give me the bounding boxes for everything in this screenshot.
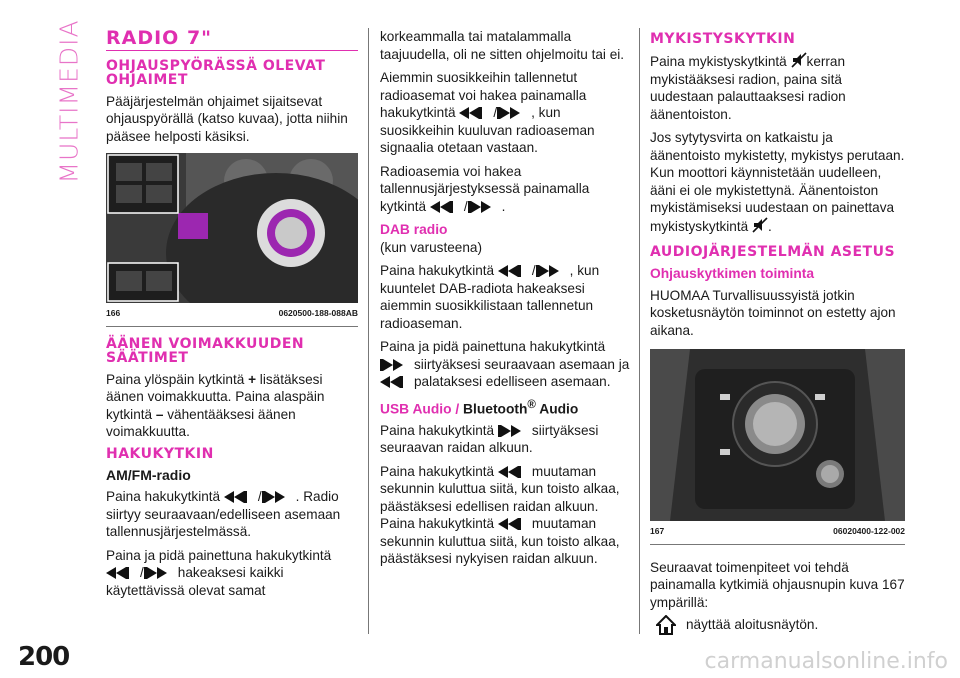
figure-number: 167	[650, 526, 665, 536]
next-track-icon	[536, 265, 570, 277]
next-track-icon	[380, 359, 414, 371]
mute-paragraph-2: Jos sytytysvirta on katkaistu ja äänentoisto mykistetty, mykistys perutaan. Kun moottori käynnistetään uudelleen, ääni ei ole mykistettynä. Äänentoiston mykistämiseksi uudestaan on painettava mykistyskytkintä .	[650, 130, 905, 234]
column-divider	[639, 28, 640, 634]
paragraph-frequency: korkeammalla tai matalammalla taajuudella, oli ne sitten ohjelmoitu tai ei.	[380, 29, 625, 62]
watermark: carmanualsonline.info	[704, 649, 948, 674]
intro-paragraph: Pääjärjestelmän ohjaimet sijaitsevat ohjauspyörällä (katso kuvaa), jotta niihin pääsee helposti käsiksi.	[106, 93, 348, 144]
dab-paragraph-2: Paina ja pidä painettuna hakukytkintä siirtyäksesi seuraavaan asemaan ja palataksesi edelliseen asemaan.	[380, 339, 630, 389]
commander-knob-illustration	[650, 349, 905, 521]
column-3	[650, 28, 905, 641]
figure-166-steering-wheel	[106, 153, 358, 303]
section-title: RADIO 7"	[106, 27, 213, 49]
side-tab-label: MULTIMEDIA	[54, 19, 84, 184]
usb-paragraph-1: Paina hakukytkintä siirtyäksesi seuraavan raidan alkuun.	[380, 422, 599, 456]
column-divider	[368, 28, 369, 634]
figure-167-control-knob	[650, 349, 905, 521]
usb-paragraph-2: Paina hakukytkintä muutaman sekunnin kuluttua siitä, kun toisto alkaa, päästäksesi edellisen raidan alkuun. Paina hakukytkintä muutaman sekunnin kuluttua siitä, kun toisto alkaa, päästäksesi nykyisen raidan alkuun.	[380, 463, 620, 567]
previous-track-icon	[380, 376, 414, 388]
heading-volume: ÄÄNEN VOIMAKKUUDEN SÄÄTIMET	[106, 335, 305, 366]
note-paragraph: HUOMAA Turvallisuussyistä jotkin kosketusnäytön toiminnot on estetty ajon aikana.	[650, 287, 896, 338]
page-number: 200	[18, 642, 70, 672]
dab-paragraph-1: Paina hakukytkintä / , kun kuuntelet DAB-radiota hakeaksesi aiemmin suosikkilistaan tallennetun radioaseman.	[380, 263, 600, 331]
figure-number: 166	[106, 308, 121, 318]
next-track-icon	[497, 107, 531, 119]
steering-wheel-illustration	[106, 153, 358, 303]
figure-167-caption	[650, 521, 905, 545]
paragraph-storage-order: Radioasemia voi hakea tallennusjärjestyksessä painamalla kytkintä / .	[380, 163, 590, 214]
previous-track-icon	[224, 491, 258, 503]
next-track-icon	[144, 567, 178, 579]
column-2	[380, 28, 630, 574]
column-1	[106, 28, 358, 605]
am-fm-paragraph-2: Paina ja pidä painettuna hakukytkintä / hakeaksesi kaikki käytettävissä olevat samat	[106, 547, 332, 598]
dab-subtitle: (kun varusteena)	[380, 239, 483, 255]
heading-am-fm: AM/FM-radio	[106, 466, 191, 483]
heading-dab-radio: DAB radio	[380, 222, 448, 237]
heading-usb-bluetooth: USB Audio / Bluetooth® Audio	[380, 398, 579, 417]
next-track-icon	[262, 491, 296, 503]
previous-track-icon	[498, 518, 532, 530]
figure-code: 06020400-122-002	[833, 526, 905, 536]
home-item: näyttää aloitusnäytön.	[650, 615, 905, 635]
mute-icon	[752, 217, 768, 233]
next-track-icon	[498, 425, 532, 437]
previous-track-icon	[459, 107, 493, 119]
heading-mute-switch: MYKISTYSKYTKIN	[650, 31, 796, 47]
previous-track-icon	[430, 201, 464, 213]
heading-audio-setup: AUDIOJÄRJESTELMÄN ASETUS	[650, 244, 896, 260]
previous-track-icon	[498, 265, 532, 277]
heading-steering-controls: OHJAUSPYÖRÄSSÄ OLEVAT OHJAIMET	[106, 57, 326, 88]
mute-paragraph-1: Paina mykistyskytkintä kerran mykistääksesi radion, paina sitä uudestaan palauttaaksesi radion äänentoiston.	[650, 54, 846, 122]
next-track-icon	[468, 201, 502, 213]
previous-track-icon	[498, 466, 532, 478]
side-tab	[54, 19, 84, 184]
previous-track-icon	[106, 567, 140, 579]
paragraph-operations: Seuraavat toimenpiteet voi tehdä painamalla kytkimiä ohjausnupin kuva 167 ympärillä:	[650, 559, 905, 610]
volume-paragraph: Paina ylöspäin kytkintä + lisätäksesi äänen voimakkuutta. Paina alaspäin kytkintä – vähentääksesi äänen voimakkuutta.	[106, 371, 325, 439]
heading-search-switch: HAKUKYTKIN	[106, 445, 214, 462]
figure-166-caption	[106, 303, 358, 327]
heading-commander-operation: Ohjauskytkimen toiminta	[650, 266, 815, 281]
paragraph-favorites: Aiemmin suosikkeihin tallennetut radioasemat voi hakea painamalla hakukytkintä / , kun suosikkeihin kuuluvan radioaseman signaalia otetaan vastaan.	[380, 70, 595, 155]
figure-code: 0620500-188-088AB	[278, 308, 358, 318]
mute-icon	[791, 52, 807, 68]
home-icon	[656, 615, 676, 635]
am-fm-paragraph-1: Paina hakukytkintä / . Radio siirtyy seuraavaan/edelliseen asemaan tallennusjärjestelmässä.	[106, 489, 341, 539]
